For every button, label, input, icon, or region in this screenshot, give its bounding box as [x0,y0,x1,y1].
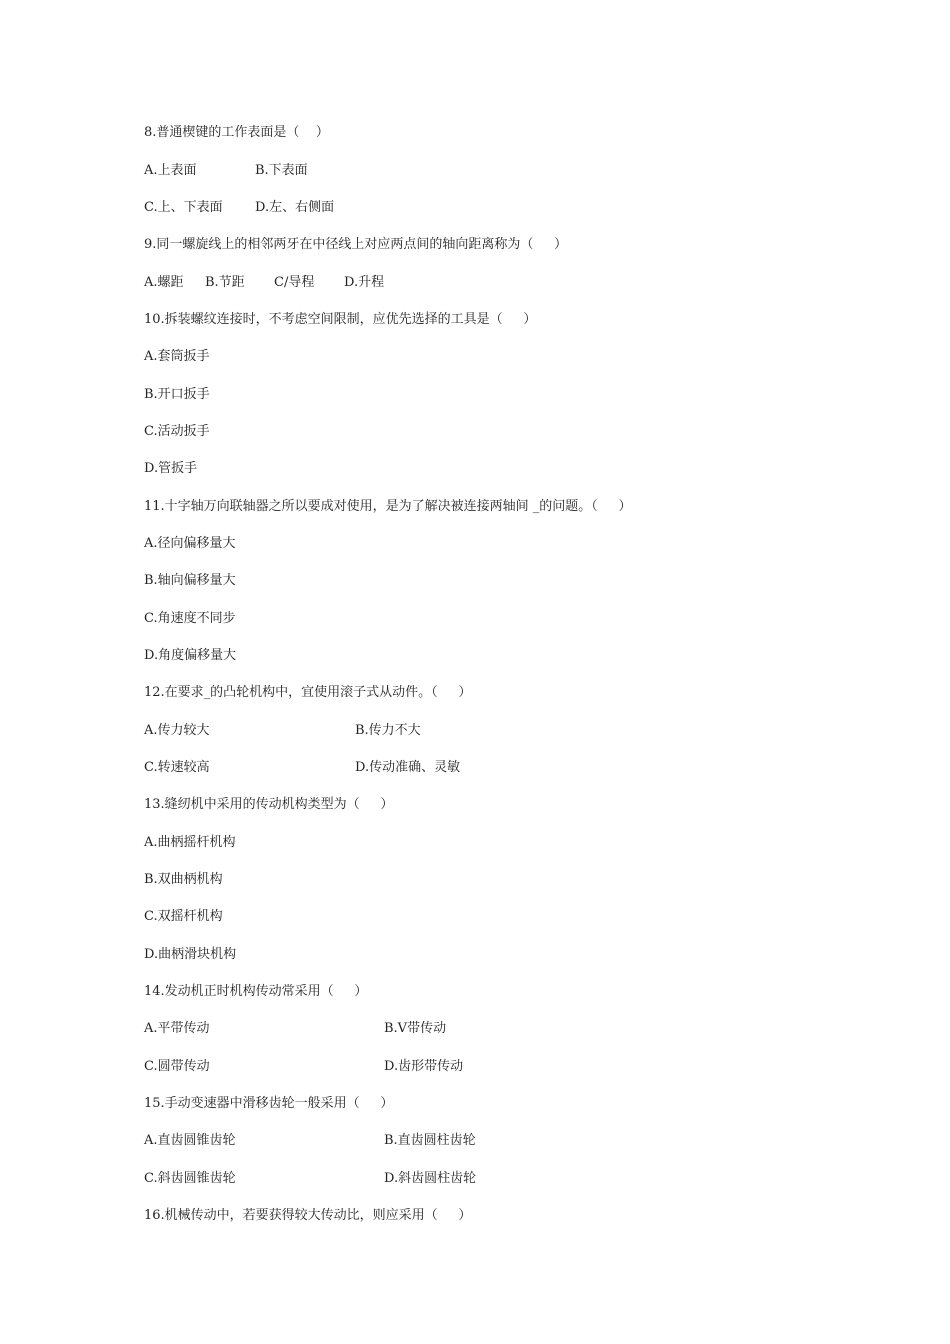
question-8-option-a: A.上表面 [144,163,197,178]
question-11-stem: 11.十字轴万向联轴器之所以要成对使用，是为了解决被连接两轴间 _的问题。（ ） [144,499,632,514]
question-12-option-b: B.传力不大 [355,723,421,738]
question-15-option-d: D.斜齿圆柱齿轮 [384,1171,477,1186]
question-14-option-d: D.齿形带传动 [384,1059,464,1074]
question-11-option-b: B.轴向偏移量大 [144,573,236,588]
question-13-stem: 13.缝纫机中采用的传动机构类型为（ ） [144,797,394,812]
question-11-option-d: D.角度偏移量大 [144,648,237,663]
question-13-option-a: A.曲柄摇杆机构 [144,835,236,850]
question-11-option-a: A.径向偏移量大 [144,536,236,551]
question-12-option-d: D.传动准确、灵敏 [355,760,461,775]
question-9-option-d: D.升程 [344,275,385,290]
question-10-stem: 10.拆装螺纹连接时，不考虑空间限制，应优先选择的工具是（ ） [144,312,537,327]
question-10-option-b: B.开口扳手 [144,387,210,402]
question-14-option-c: C.圆带传动 [144,1059,210,1074]
question-11-option-c: C.角速度不同步 [144,611,236,626]
question-15-stem: 15.手动变速器中滑移齿轮一般采用（ ） [144,1096,394,1111]
question-14-stem: 14.发动机正时机构传动常采用（ ） [144,984,368,999]
question-12-option-c: C.转速较高 [144,760,210,775]
question-13-option-b: B.双曲柄机构 [144,872,223,887]
question-9-option-b: B.节距 [205,275,245,290]
question-15-option-c: C.斜齿圆锥齿轮 [144,1171,236,1186]
question-13-option-d: D.曲柄滑块机构 [144,947,237,962]
question-15-option-b: B.直齿圆柱齿轮 [384,1133,476,1148]
question-12-stem: 12.在要求_的凸轮机构中，宜使用滚子式从动件。（ ） [144,685,472,700]
question-16-stem: 16.机械传动中，若要获得较大传动比，则应采用（ ） [144,1208,472,1223]
question-9-stem: 9.同一螺旋线上的相邻两牙在中径线上对应两点间的轴向距离称为（ ） [144,237,568,252]
question-10-option-d: D.管扳手 [144,461,198,476]
question-14-option-a: A.平带传动 [144,1021,210,1036]
question-12-option-a: A.传力较大 [144,723,210,738]
question-9-option-a: A.螺距 [144,275,184,290]
question-10-option-c: C.活动扳手 [144,424,210,439]
question-8-option-d: D.左、右侧面 [255,200,335,215]
question-8-option-c: C.上、下表面 [144,200,223,215]
question-8-option-b: B.下表面 [255,163,308,178]
question-10-option-a: A.套筒扳手 [144,349,210,364]
question-15-option-a: A.直齿圆锥齿轮 [144,1133,236,1148]
question-8-stem: 8.普通楔键的工作表面是（ ） [144,125,329,140]
question-14-option-b: B.V带传动 [384,1021,447,1036]
question-13-option-c: C.双摇杆机构 [144,909,223,924]
question-9-option-c: C/导程 [274,275,315,290]
